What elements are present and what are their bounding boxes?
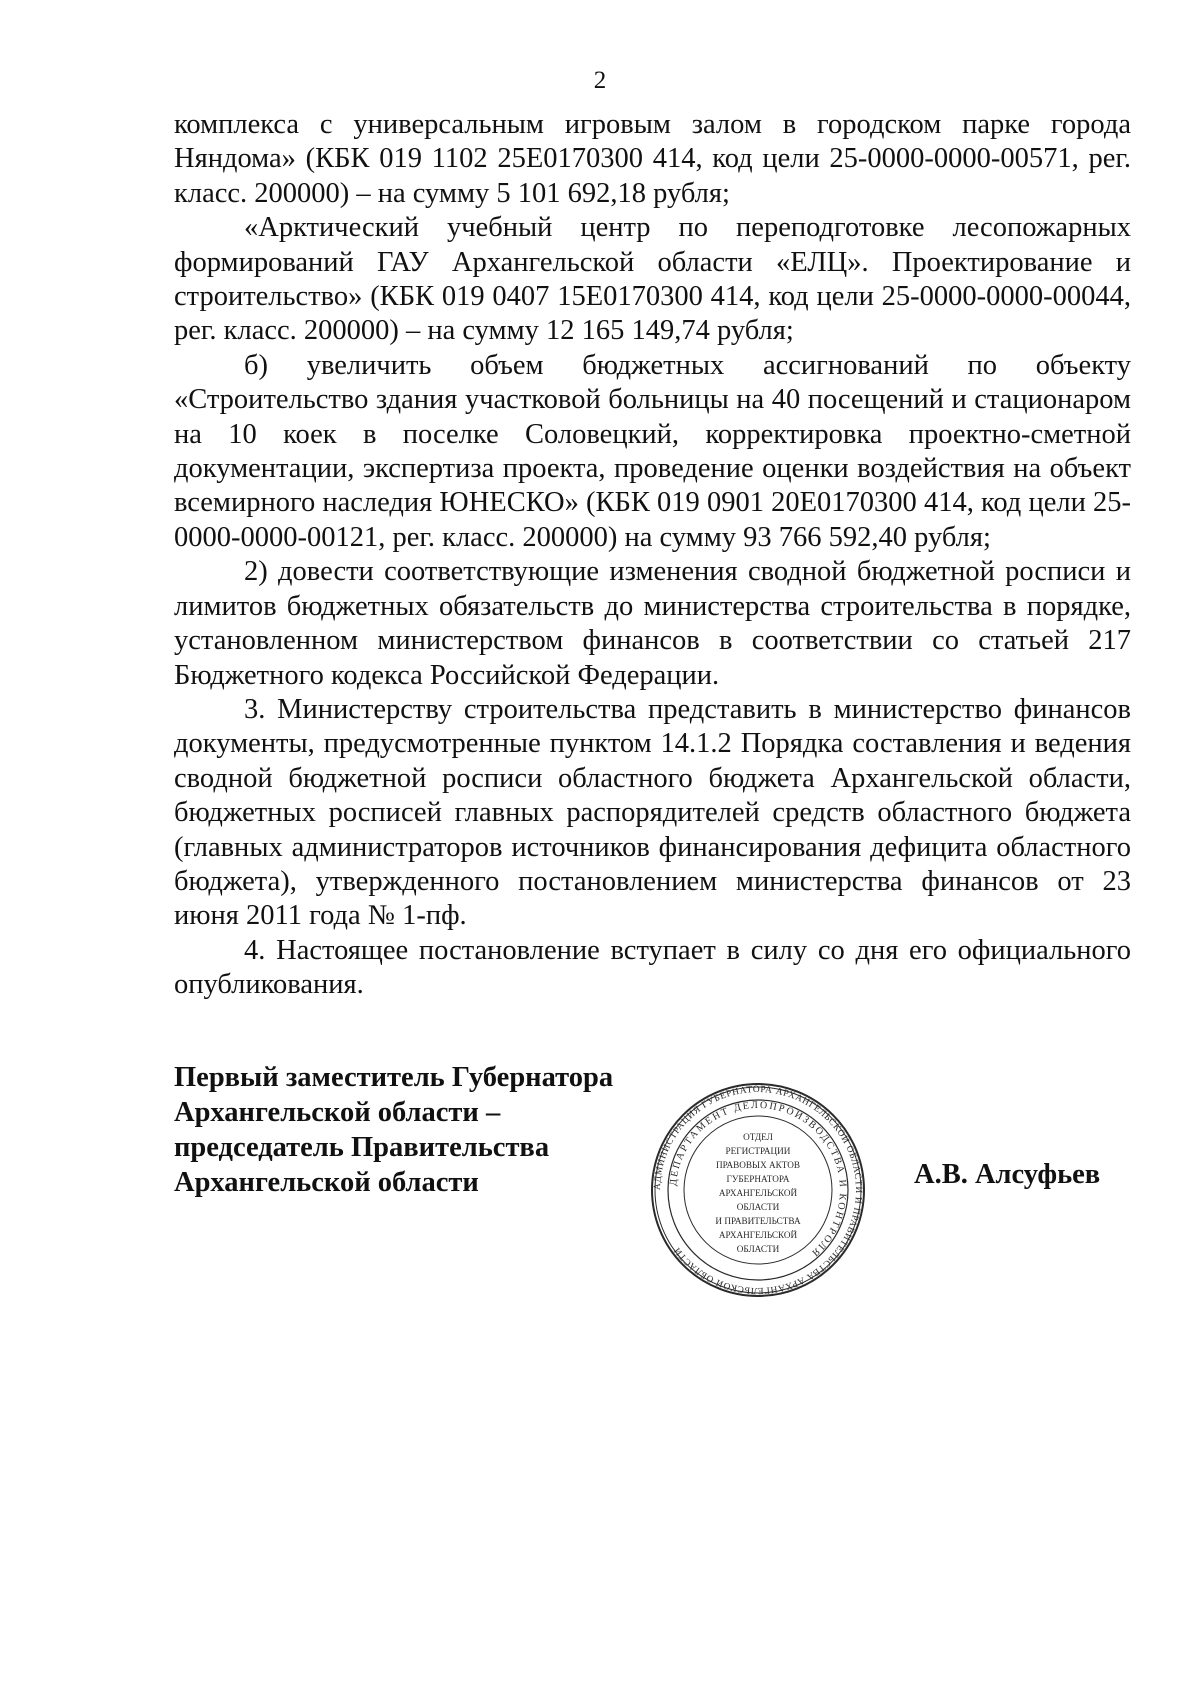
seal-outer-text: АДМИНИСТРАЦИЯ ГУБЕРНАТОРА АРХАНГЕЛЬСКОЙ ОБЛАСТИ И ПРАВИТЕЛЬСТВА АРХАНГЕЛЬСКОЙ ОБЛАСТИ [652, 1084, 864, 1296]
signatory-title-line: Архангельской области [174, 1167, 479, 1198]
paragraph-item-3: 3. Министерству строительства представить в министерство финансов документы, предусмотренные пунктом 14.1.2 Порядка составления и ведения сводной бюджетной росписи областного бюджета Архангельской области, бюджетных росписей главных распорядителей средств областного бюджета (главных администраторов источников финансирования дефицита областного бюджета), утвержденного постановлением министерства финансов от 23 июня 2011 года № 1-пф. [174, 693, 1131, 932]
seal-center-line: ОБЛАСТИ [736, 1202, 780, 1212]
page-number: 2 [593, 67, 607, 94]
document-body [174, 108, 1131, 1003]
official-seal [648, 1080, 868, 1300]
seal-center-line: ПРАВОВЫХ АКТОВ [715, 1160, 801, 1170]
paragraph-continuation: комплекса с универсальным игровым залом в городском парке города Няндома» (КБК 019 1102 25Е0170300 414, код цели 25-0000-0000-00571, рег. класс. 200000) – на сумму 5 101 692,18 рубля; [174, 109, 1131, 209]
seal-graphic [648, 1080, 868, 1300]
paragraph-hospital: б) увеличить объем бюджетных ассигнований по объекту «Строительство здания участковой больницы на 40 посещений и стационаром на 10 коек в поселке Соловецкий, корректировка проектно-сметной документации, экспертиза проекта, проведение оценки воздействия на объект всемирного наследия ЮНЕСКО» (КБК 019 0901 20Е0170300 414, код цели 25-0000-0000-00121, рег. класс. 200000) на сумму 93 766 592,40 рубля; [174, 349, 1131, 553]
seal-center-line: ГУБЕРНАТОРА [726, 1174, 790, 1184]
seal-center-line: ОТДЕЛ [743, 1132, 773, 1142]
paragraph-item-4: 4. Настоящее постановление вступает в силу со дня его официального опубликования. [174, 934, 1131, 1001]
seal-center-line: РЕГИСТРАЦИИ [725, 1146, 791, 1156]
signatory-title-line: председатель Правительства [174, 1132, 550, 1163]
paragraph-item-2: 2) довести соответствующие изменения сводной бюджетной росписи и лимитов бюджетных обязательств до министерства строительства в порядке, установленном министерством финансов в соответствии со статьей 217 Бюджетного кодекса Российской Федерации. [174, 556, 1131, 691]
seal-center-line: И ПРАВИТЕЛЬСТВА [715, 1216, 801, 1226]
seal-center-line: ОБЛАСТИ [736, 1244, 780, 1254]
signatory-name: А.В. Алсуфьев [914, 1159, 1101, 1190]
signatory-title-line: Первый заместитель Губернатора [174, 1062, 614, 1093]
signatory-title-line: Архангельской области – [174, 1097, 501, 1128]
seal-center-line: АРХАНГЕЛЬСКОЙ [718, 1188, 798, 1198]
paragraph-arctic-center: «Арктический учебный центр по переподготовке лесопожарных формирований ГАУ Архангельской области «ЕЛЦ». Проектирование и строительство» (КБК 019 0407 15Е0170300 414, код цели 25-0000-0000-00044, рег. класс. 200000) – на сумму 12 165 149,74 рубля; [174, 212, 1131, 347]
seal-ring-text: ДЕПАРТАМЕНТ ДЕЛОПРОИЗВОДСТВА И КОНТРОЛЯ [668, 1099, 849, 1260]
signatory-title [174, 1060, 694, 1200]
seal-center-line: АРХАНГЕЛЬСКОЙ [718, 1230, 798, 1240]
